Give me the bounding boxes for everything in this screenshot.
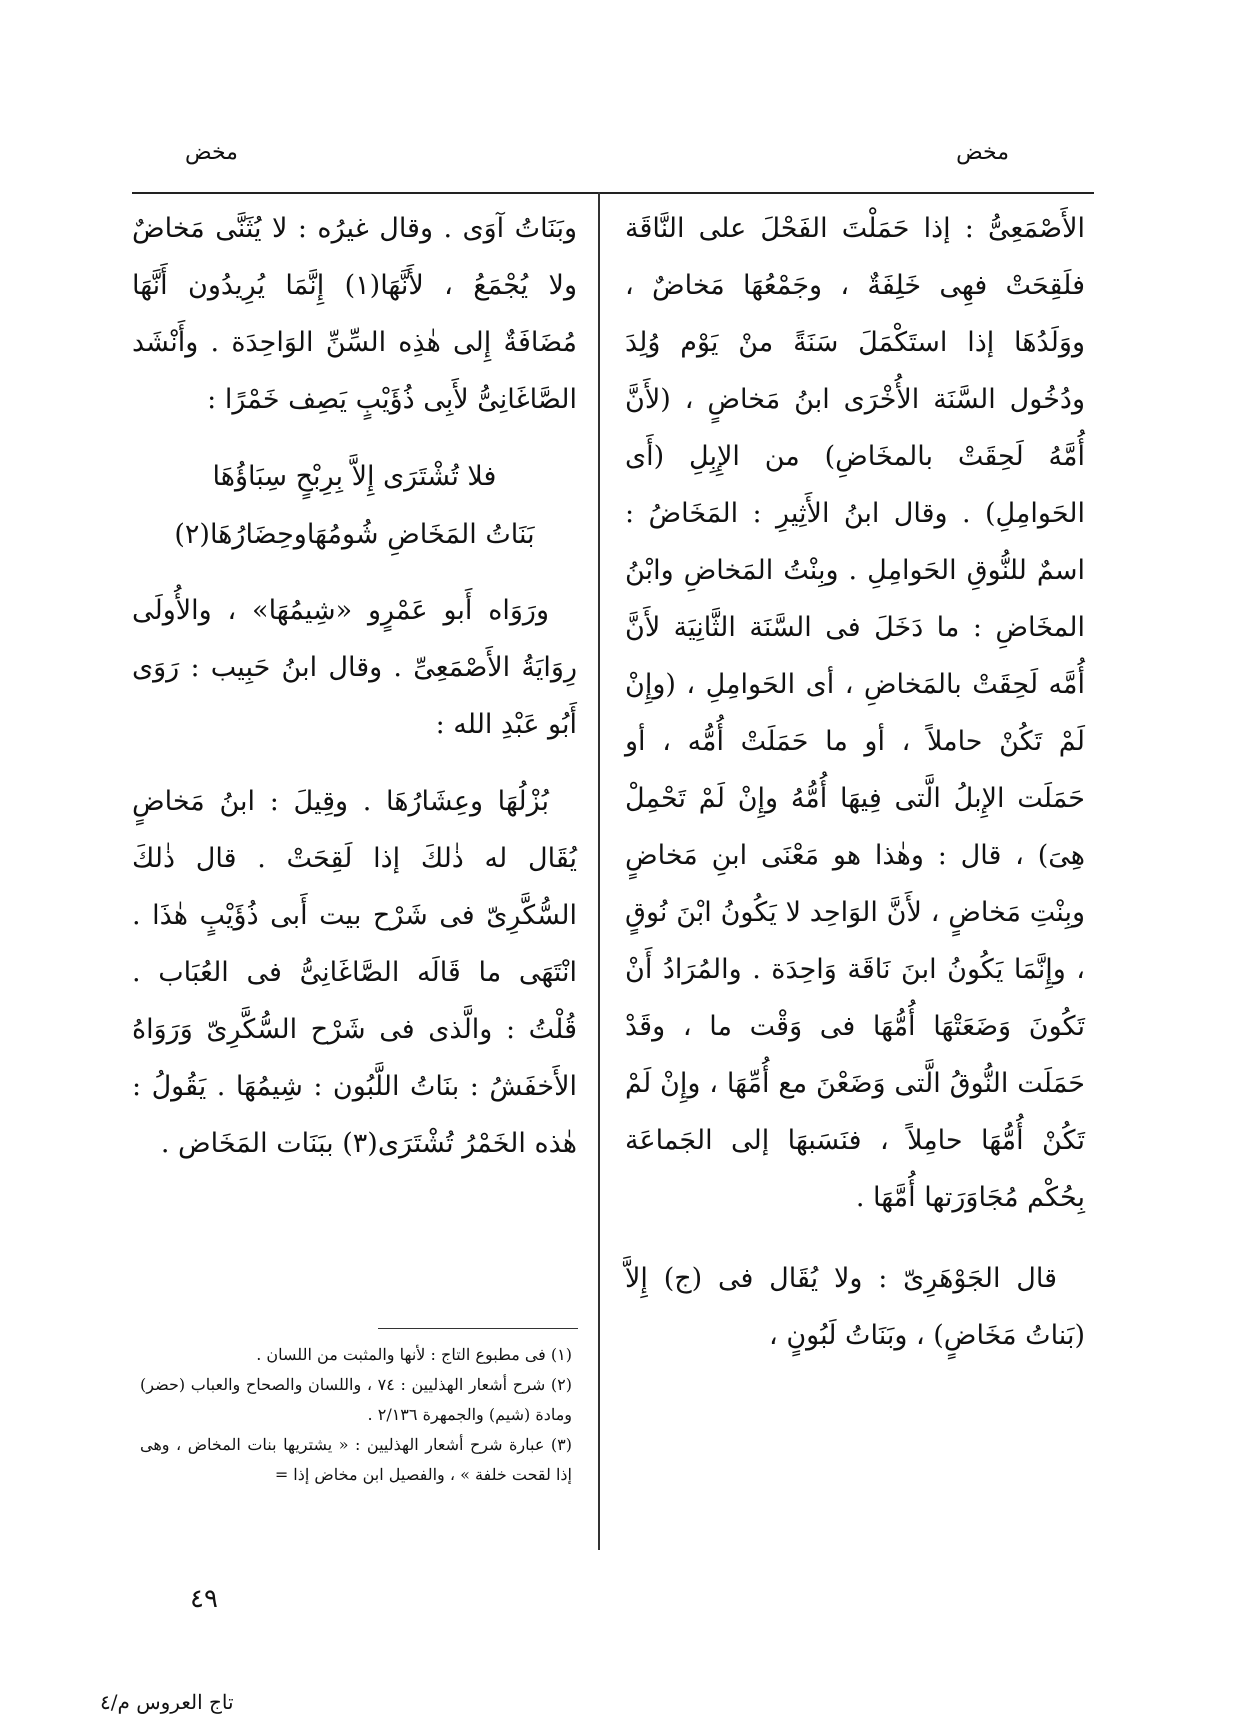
right-column [625,200,1085,1364]
footnote-rule [378,1328,578,1329]
left-column [132,200,577,1172]
running-header-left: مخض [185,140,238,165]
verse-line-2: بَنَاتُ المَخَاضِ شُومُهَاوحِضَارُهَا(٢) [174,519,535,550]
verse [132,448,577,564]
footnote-2: (٢) شرح أشعار الهذليين : ٧٤ ، واللسان والصحاح والعباب (حضر) ومادة (شيم) والجمهرة ٢/١٣٦ . [140,1375,572,1424]
header-rule [132,192,1094,194]
footnote-1: (١) فى مطبوع التاج : لأنها والمثبت من اللسان . [256,1345,572,1364]
footnote-3: (٣) عبارة شرح أشعار الهذليين : « يشتريها بنات المخاض ، وهى إذا لقحت خلفة » ، والفصيل ابن مخاض إذا = [140,1435,572,1484]
left-paragraph-1: وبَنَاتُ آوَى . وقال غيرُه : لا يُثَنَّى مَخاضٌ ولا يُجْمَعُ ، لأَنَّهَا(١) إِنَّمَا يُرِيدُون أَنَّهَا مُضَافَةٌ إِلى هٰذِه السِّنِّ الوَاحِدَة . وأَنْشَد الصَّاغَانِىُّ لأَبِى ذُؤَيْبٍ يَصِف خَمْرًا : [132,213,577,415]
running-header-right: مخض [956,140,1009,165]
right-paragraph-2: قال الجَوْهَرِىّ : ولا يُقَال فى (ج) إِلاَّ (بَناتُ مَخَاضٍ) ، وبَنَاتُ لَبُونٍ ، [625,1263,1085,1351]
signature-line: تاج العروس م/٤ [100,1690,234,1714]
footnotes [140,1340,572,1490]
column-divider [598,192,600,1550]
right-paragraph-1: الأَصْمَعِىُّ : إذا حَمَلْتَ الفَحْلَ على النَّاقَة فلَقِحَتْ فهِى خَلِفَةٌ ، وجَمْعُهَا مَخاضٌ ، ووَلَدُهَا إذا استَكْمَلَ سَنَةً منْ يَوْم وُلِدَ ودُخُول السَّنَة الأُخْرَى ابنُ مَخاضٍ ، (لأَنَّ أُمَّهُ لَحِقَتْ بالمخَاضِ) من الإِبِلِ (أَى الحَوامِلِ) . وقال ابنُ الأَثِيرِ : المَخَاضُ : اسمٌ للنُّوقِ الحَوامِلِ . وبِنْتُ المَخاضِ وابْنُ المخَاضِ : ما دَخَلَ فى السَّنَة الثَّانِيَة لأَنَّ أُمَّه لَحِقَتْ بالمَخاضِ ، أى الحَوامِلِ ، (وإِنْ لَمْ تَكُنْ حاملاً ، أو ما حَمَلَتْ أُمُّه ، أو حَمَلَت الإِبلُ الَّتى فِيهَا أُمُّهُ وإِنْ لَمْ تَحْمِلْ هِىَ) ، قال : وهٰذا هو مَعْنَى ابنِ مَخاضٍ وبِنْتِ مَخاضٍ ، لأَنَّ الوَاحِد لا يَكُونُ ابْنَ نُوقٍ ، وإِنَّمَا يَكُونُ ابنَ نَاقَة وَاحِدَة . والمُرَادُ أَنْ تَكُونَ وَضَعَتْهَا أُمُّهَا فى وَقْت ما ، وقَدْ حَمَلَت النُّوقُ الَّتى وَضَعْنَ مع أُمِّهَا ، وإِنْ لَمْ تَكُنْ أُمُّهَا حامِلاً ، فنَسَبهَا إلى الجَماعَة بِحُكْم مُجَاوَرَتها أُمَّهَا . [625,213,1085,1213]
verse-line-1: فلا تُشْتَرَى إِلاَّ بِرِبْحٍ سِبَاؤُهَا [212,461,497,492]
left-paragraph-3: بُزْلُهَا وعِشَارُهَا . وقِيلَ : ابنُ مَخاضٍ يُقَال له ذٰلكَ إذا لَقِحَتْ . قال ذٰلكَ السُّكَّرِىّ فى شَرْح بيت أَبى ذُؤَيْبٍ هٰذَا . انْتَهَى ما قَالَه الصَّاغَانِىُّ فى العُبَاب . قُلْتُ : والَّذى فى شَرْح السُّكَّرِىّ وَرَوَاهُ الأَخفَشُ : بنَاتُ اللَّبُون : شِيمُهَا . يَقُولُ : هٰذه الخَمْرُ تُشْتَرَى(٣) ببَنَات المَخَاض . [132,786,577,1159]
page-number: ٤٩ [190,1584,218,1614]
left-paragraph-2: ورَوَاه أَبو عَمْرٍو «شِيمُهَا» ، والأُولَى رِوَايَةُ الأَصْمَعِىِّ . وقال ابنُ حَبِيب : رَوَى أَبُو عَبْدِ الله : [132,595,577,740]
